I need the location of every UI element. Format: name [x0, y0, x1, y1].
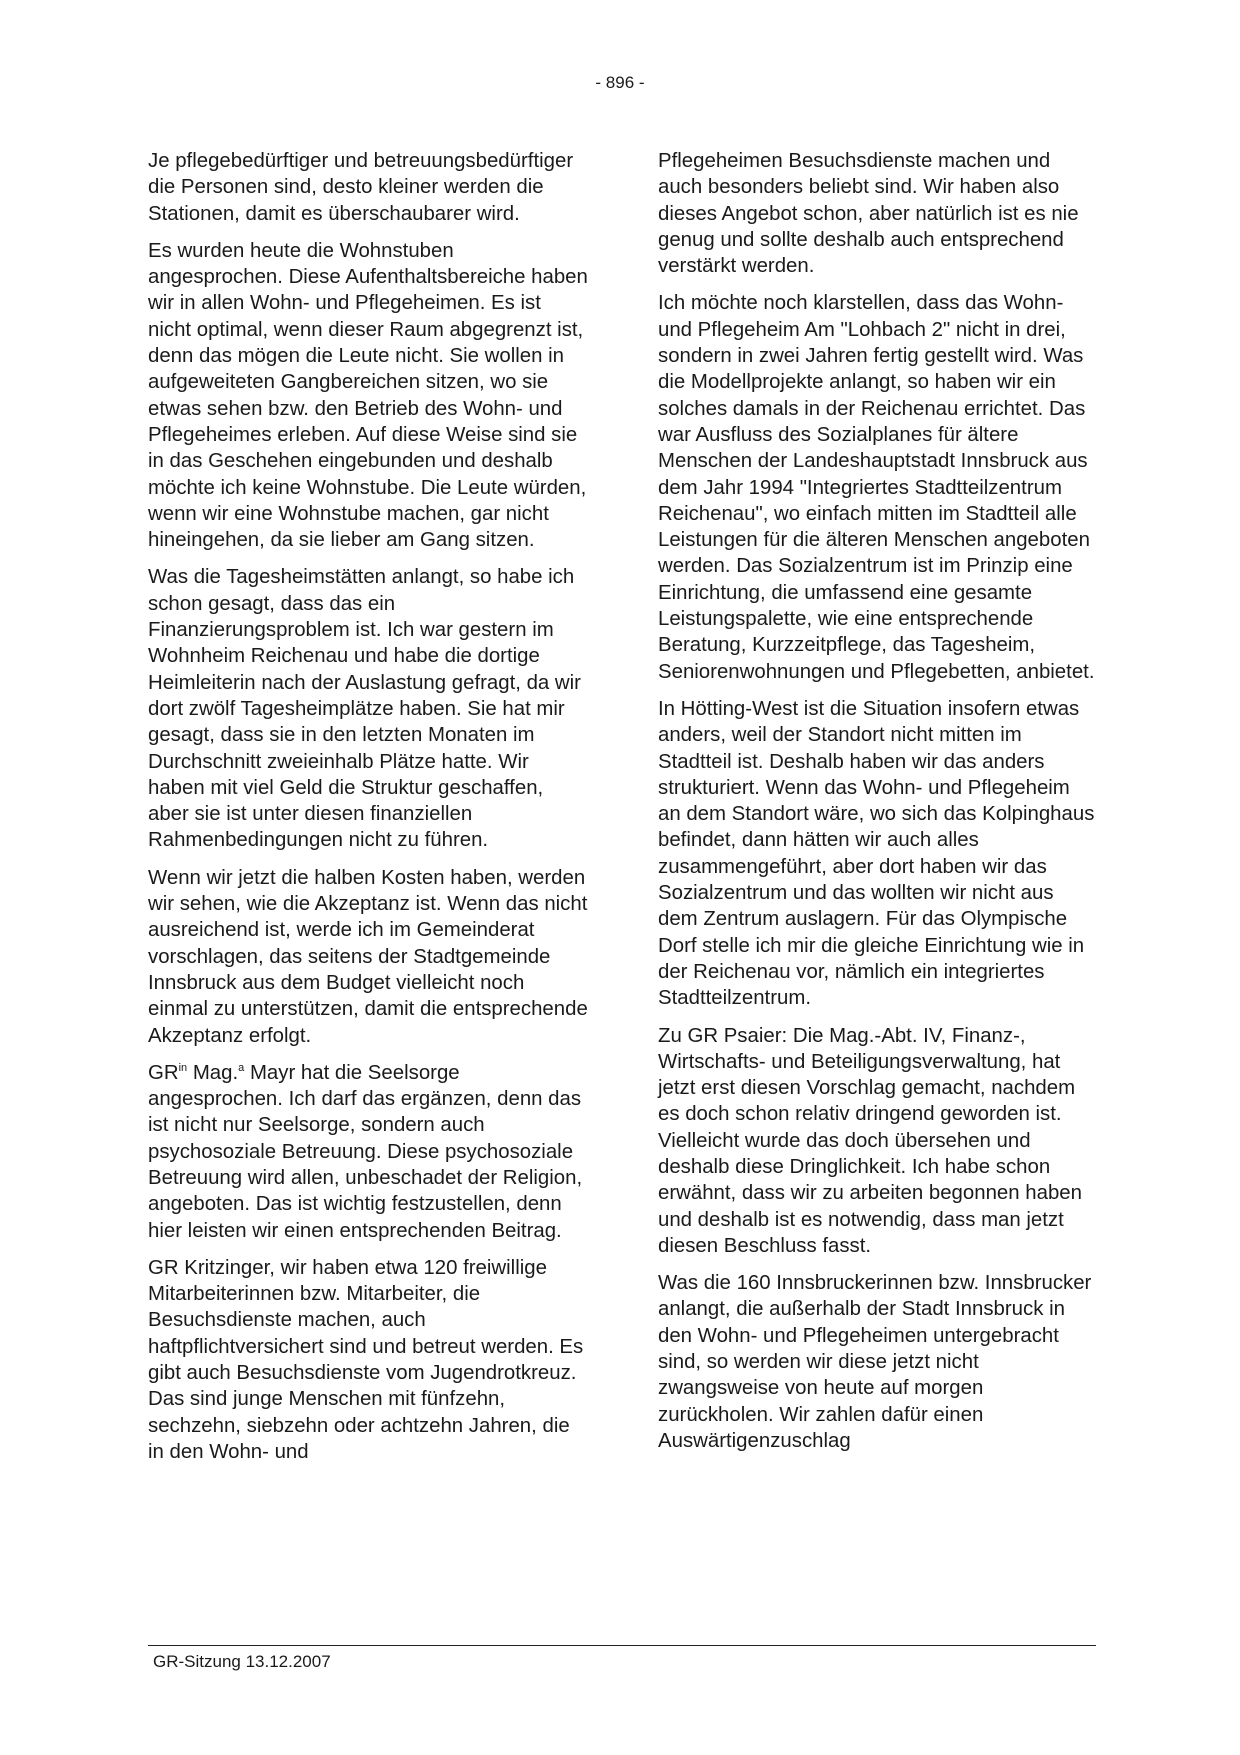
paragraph: GR Kritzinger, wir haben etwa 120 freiwillige Mitarbeiterinnen bzw. Mitarbeiter, die Besuchsdienste machen, auch haftpflichtversichert sind und betreut werden. Es gibt auch Besuchsdienste vom Jugendrotkreuz. Das sind junge Menschen mit fünfzehn, sechzehn, siebzehn oder achtzehn Jahren, die in den Wohn- und [148, 1256, 584, 1463]
paragraph: Was die Tagesheimstätten anlangt, so habe ich schon gesagt, dass das ein Finanzierungsproblem ist. Ich war gestern im Wohnheim Reichenau und habe die dortige Heimleiterin nach der Auslastung gefragt, da wir dort zwölf Tagesheimplätze haben. Sie hat mir gesagt, dass sie in den letzten Monaten im Durchschnitt zweieinhalb Plätze hatte. Wir haben mit viel Geld die Struktur geschaffen, aber sie ist unter diesen finanziellen Rahmenbedingungen nicht zu führen. [148, 566, 581, 852]
footer-divider [148, 1645, 1096, 1646]
paragraph: Wenn wir jetzt die halben Kosten haben, werden wir sehen, wie die Akzeptanz ist. Wenn das nicht ausreichend ist, werde ich im Gemeinderat vorschlagen, das seitens der Stadtgemeinde Innsbruck aus dem Budget vielleicht noch einmal zu unterstützen, damit die entsprechende Akzeptanz erfolgt. [148, 866, 588, 1047]
paragraph: Es wurden heute die Wohnstuben angesprochen. Diese Aufenthaltsbereiche haben wir in allen Wohn- und Pflegeheimen. Es ist nicht optimal, wenn dieser Raum abgegrenzt ist, denn das mögen die Leute nicht. Sie wollen in aufgeweiteten Gangbereichen sitzen, wo sie etwas sehen bzw. den Betrieb des Wohn- und Pflegeheimes erleben. Auf diese Weise sind sie in das Geschehen eingebunden und deshalb möchte ich keine Wohnstube. Die Leute würden, wenn wir eine Wohnstube machen, gar nicht hineingehen, da sie lieber am Gang sitzen. [148, 239, 588, 552]
speaker-title: Mag. [187, 1061, 239, 1084]
paragraph [148, 1060, 588, 1244]
paragraph-text: Mayr hat die Seelsorge angesprochen. Ich darf das ergänzen, denn das ist nicht nur Seelsorge, sondern auch psychosoziale Betreuung. Diese psychosoziale Betreuung wird allen, unbeschadet der Religion, angeboten. Das ist wichtig festzustellen, denn hier leisten wir einen entsprechenden Beitrag. [148, 1061, 583, 1242]
paragraph: Ich möchte noch klarstellen, dass das Wohn- und Pflegeheim Am "Lohbach 2" nicht in drei, sondern in zwei Jahren fertig gestellt wird. Was die Modellprojekte anlangt, so haben wir ein solches damals in der Reichenau errichtet. Das war Ausfluss des Sozialplanes für ältere Menschen der Landeshauptstadt Innsbruck aus dem Jahr 1994 "Integriertes Stadtteilzentrum Reichenau", wo einfach mitten im Stadtteil alle Leistungen für die älteren Menschen angeboten werden. Das Sozialzentrum ist im Prinzip eine Einrichtung, die umfassend eine gesamte Leistungspalette, wie eine entsprechende Beratung, Kurzzeitpflege, das Tagesheim, Seniorenwohnungen und Pflegebetten, anbietet. [658, 292, 1095, 683]
footer-text: GR-Sitzung 13.12.2007 [153, 1652, 331, 1671]
superscript: a [238, 1062, 245, 1074]
superscript: in [178, 1062, 188, 1074]
page-number: - 896 - [595, 73, 645, 92]
paragraph: Je pflegebedürftiger und betreuungsbedürftiger die Personen sind, desto kleiner werden die Stationen, damit es überschaubarer wird. [148, 150, 574, 225]
paragraph: In Hötting-West ist die Situation insofern etwas anders, weil der Standort nicht mitten im Stadtteil ist. Deshalb haben wir das anders strukturiert. Wenn das Wohn- und Pflegeheim an dem Standort wäre, wo sich das Kolpinghaus befindet, dann hätten wir auch alles zusammengeführt, aber dort haben wir das Sozialzentrum und das wollten wir nicht aus dem Zentrum auslagern. Für das Olympische Dorf stelle ich mir die gleiche Einrichtung wie in der Reichenau vor, nämlich ein integriertes Stadtteilzentrum. [658, 697, 1095, 1010]
paragraph: Pflegeheimen Besuchsdienste machen und auch besonders beliebt sind. Wir haben also dieses Angebot schon, aber natürlich ist es nie genug und sollte deshalb auch entsprechend verstärkt werden. [658, 150, 1079, 278]
paragraph: Zu GR Psaier: Die Mag.-Abt. IV, Finanz-, Wirtschafts- und Beteiligungsverwaltung, hat jetzt erst diesen Vorschlag gemacht, nachdem es doch schon relativ dringend geworden ist. Vielleicht wurde das doch übersehen und deshalb diese Dringlichkeit. Ich habe schon erwähnt, dass wir zu arbeiten begonnen haben und deshalb ist es notwendig, dass man jetzt diesen Beschluss fasst. [658, 1024, 1082, 1257]
right-column [658, 148, 1098, 1465]
left-column [148, 148, 588, 1476]
speaker-prefix: GR [148, 1061, 179, 1084]
paragraph: Was die 160 Innsbruckerinnen bzw. Innsbrucker anlangt, die außerhalb der Stadt Innsbruck in den Wohn- und Pflegeheimen untergebracht sind, so werden wir diese jetzt nicht zwangsweise von heute auf morgen zurückholen. Wir zahlen dafür einen Auswärtigenzuschlag [658, 1272, 1092, 1452]
